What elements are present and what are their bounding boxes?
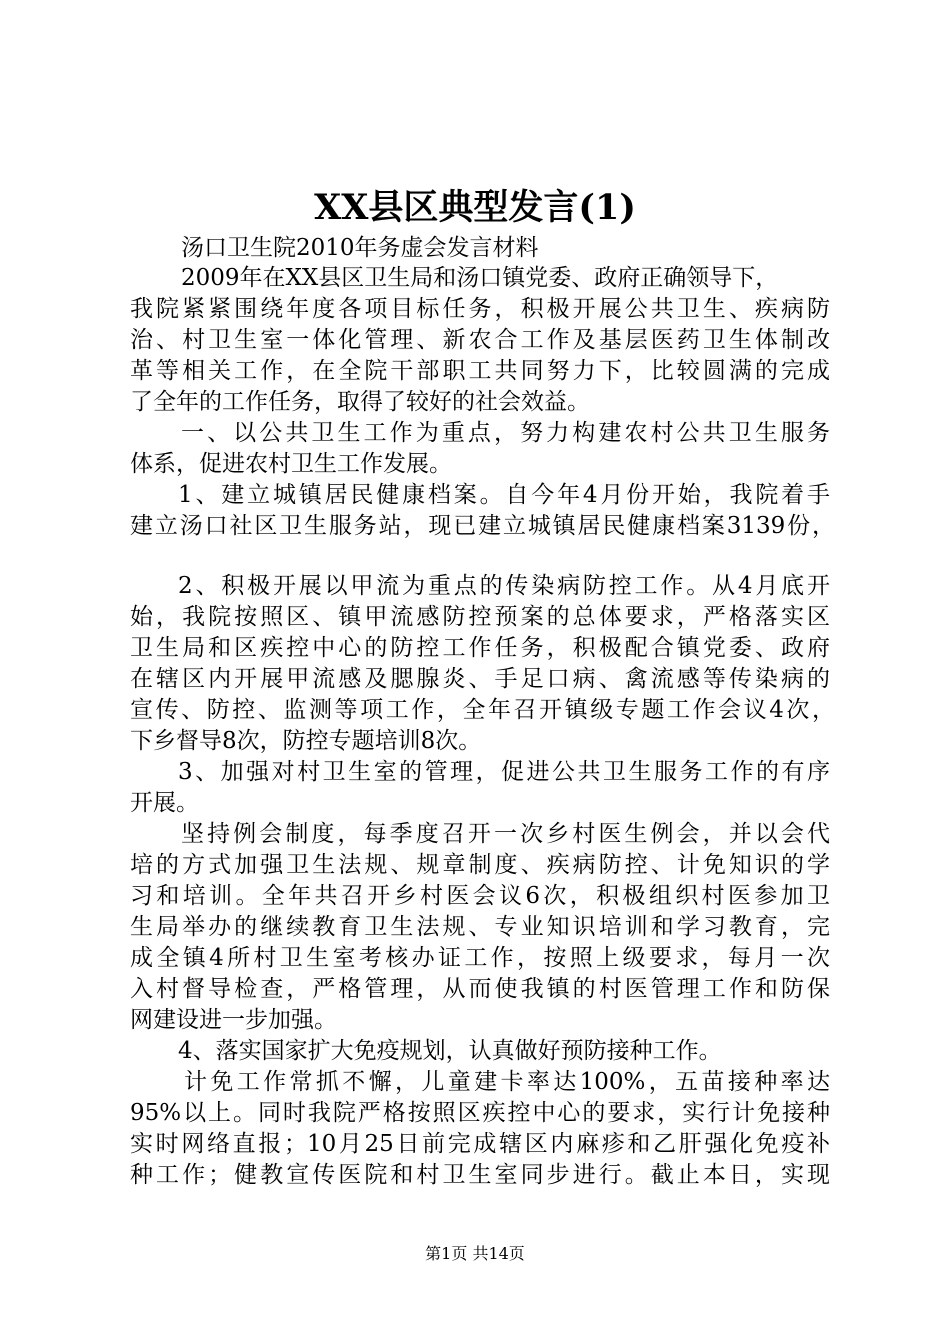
paragraph-line: 1、建立城镇居民健康档案。自今年4月份开始，我院着手 (178, 482, 830, 508)
paragraph-line: 实时网络直报；10月25日前完成辖区内麻疹和乙肝强化免疫补 (130, 1131, 830, 1157)
paragraph-line: 下乡督导8次，防控专题培训8次。 (130, 728, 482, 754)
paragraph-line: 计免工作常抓不懈，儿童建卡率达100%，五苗接种率达 (184, 1069, 830, 1095)
paragraph-line: 汤口卫生院2010年务虚会发言材料 (181, 235, 539, 261)
paragraph-line: 3、加强对村卫生室的管理，促进公共卫生服务工作的有序 (178, 759, 830, 785)
document-title: XX县区典型发言(1) (314, 187, 636, 228)
paragraph-line: 建立汤口社区卫生服务站，现已建立城镇居民健康档案3139份， (130, 513, 835, 539)
paragraph-line: 始，我院按照区、镇甲流感防控预案的总体要求，严格落实区 (130, 604, 830, 630)
paragraph-line: 卫生局和区疾控中心的防控工作任务，积极配合镇党委、政府 (130, 635, 830, 661)
paragraph-line: 生局举办的继续教育卫生法规、专业知识培训和学习教育，完 (130, 914, 830, 940)
paragraph-line: 2009年在XX县区卫生局和汤口镇党委、政府正确领导下， (181, 265, 779, 291)
paragraph-line: 体系，促进农村卫生工作发展。 (130, 451, 452, 477)
paragraph-line: 开展。 (130, 790, 199, 816)
paragraph-line: 一、以公共卫生工作为重点，努力构建农村公共卫生服务 (181, 420, 830, 446)
paragraph-line: 网建设进一步加强。 (130, 1007, 337, 1033)
paragraph-line: 坚持例会制度，每季度召开一次乡村医生例会，并以会代 (181, 821, 830, 847)
paragraph-line: 入村督导检查，严格管理，从而使我镇的村医管理工作和防保 (130, 976, 830, 1002)
page-number-footer: 第1页 共14页 (425, 1244, 525, 1263)
paragraph-line: 培的方式加强卫生法规、规章制度、疾病防控、计免知识的学 (130, 852, 830, 878)
paragraph-line: 成全镇4所村卫生室考核办证工作，按照上级要求，每月一次 (130, 945, 830, 971)
paragraph-line: 革等相关工作，在全院干部职工共同努力下，比较圆满的完成 (130, 358, 830, 384)
paragraph-line: 宣传、防控、监测等项工作，全年召开镇级专题工作会议4次， (130, 697, 835, 723)
paragraph-line: 习和培训。全年共召开乡村医会议6次，积极组织村医参加卫 (130, 883, 830, 909)
paragraph-line: 2、积极开展以甲流为重点的传染病防控工作。从4月底开 (178, 573, 830, 599)
paragraph-line: 4、落实国家扩大免疫规划，认真做好预防接种工作。 (178, 1038, 722, 1064)
paragraph-line: 了全年的工作任务，取得了较好的社会效益。 (130, 389, 590, 415)
paragraph-line: 在辖区内开展甲流感及腮腺炎、手足口病、禽流感等传染病的 (130, 666, 830, 692)
paragraph-line: 种工作；健教宣传医院和村卫生室同步进行。截止本日，实现 (130, 1162, 830, 1188)
paragraph-line: 95%以上。同时我院严格按照区疾控中心的要求，实行计免接种 (130, 1100, 830, 1126)
paragraph-line: 我院紧紧围绕年度各项目标任务，积极开展公共卫生、疾病防 (130, 296, 830, 322)
paragraph-line: 治、村卫生室一体化管理、新农合工作及基层医药卫生体制改 (130, 327, 830, 353)
